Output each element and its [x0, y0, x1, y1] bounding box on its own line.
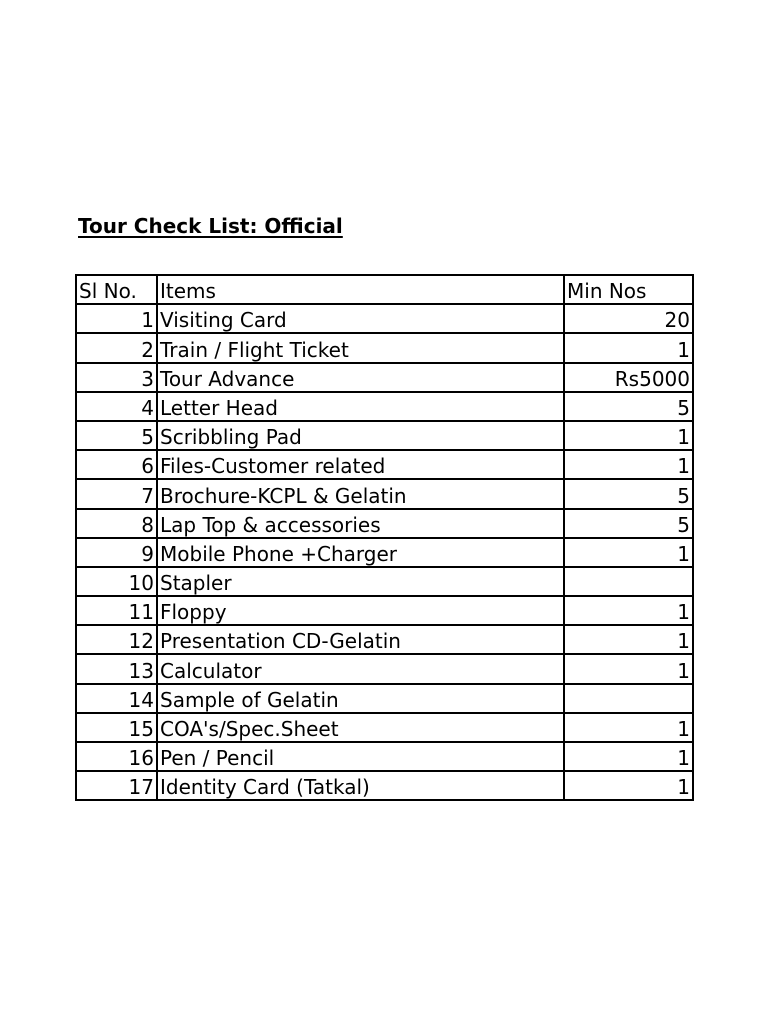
cell-sl-no: 14: [76, 684, 157, 713]
cell-item: Presentation CD-Gelatin: [157, 625, 564, 654]
table-row: [76, 450, 693, 479]
header-min-nos: Min Nos: [564, 275, 693, 304]
cell-item: Tour Advance: [157, 363, 564, 392]
cell-min-nos: 5: [564, 392, 693, 421]
cell-item: Files-Customer related: [157, 450, 564, 479]
cell-min-nos: [564, 684, 693, 713]
cell-sl-no: 1: [76, 304, 157, 333]
cell-sl-no: 13: [76, 654, 157, 683]
cell-item: Identity Card (Tatkal): [157, 771, 564, 800]
cell-min-nos: 1: [564, 713, 693, 742]
cell-item: Mobile Phone +Charger: [157, 538, 564, 567]
cell-item: Pen / Pencil: [157, 742, 564, 771]
table-row: [76, 771, 693, 800]
table-row: [76, 654, 693, 683]
cell-sl-no: 17: [76, 771, 157, 800]
checklist-body: [76, 275, 693, 800]
cell-min-nos: 5: [564, 479, 693, 508]
table-row: [76, 333, 693, 362]
cell-item: Sample of Gelatin: [157, 684, 564, 713]
cell-min-nos: 1: [564, 538, 693, 567]
cell-item: COA's/Spec.Sheet: [157, 713, 564, 742]
cell-min-nos: 1: [564, 771, 693, 800]
cell-item: Train / Flight Ticket: [157, 333, 564, 362]
cell-sl-no: 15: [76, 713, 157, 742]
cell-min-nos: 20: [564, 304, 693, 333]
cell-sl-no: 11: [76, 596, 157, 625]
table-row: [76, 538, 693, 567]
cell-min-nos: [564, 567, 693, 596]
cell-sl-no: 7: [76, 479, 157, 508]
cell-item: Scribbling Pad: [157, 421, 564, 450]
cell-min-nos: Rs5000: [564, 363, 693, 392]
table-row: [76, 304, 693, 333]
table-row: [76, 421, 693, 450]
cell-min-nos: 1: [564, 450, 693, 479]
table-row: [76, 392, 693, 421]
cell-item: Calculator: [157, 654, 564, 683]
cell-sl-no: 3: [76, 363, 157, 392]
cell-sl-no: 12: [76, 625, 157, 654]
cell-sl-no: 5: [76, 421, 157, 450]
cell-min-nos: 1: [564, 421, 693, 450]
table-row: [76, 567, 693, 596]
cell-min-nos: 5: [564, 509, 693, 538]
table-row: [76, 713, 693, 742]
table-row: [76, 363, 693, 392]
cell-sl-no: 4: [76, 392, 157, 421]
table-row: [76, 509, 693, 538]
table-header-row: [76, 275, 693, 304]
cell-item: Lap Top & accessories: [157, 509, 564, 538]
table-row: [76, 596, 693, 625]
cell-sl-no: 8: [76, 509, 157, 538]
checklist-table: [75, 274, 694, 801]
header-items: Items: [157, 275, 564, 304]
table-row: [76, 684, 693, 713]
cell-sl-no: 16: [76, 742, 157, 771]
cell-item: Visiting Card: [157, 304, 564, 333]
cell-item: Floppy: [157, 596, 564, 625]
header-sl-no: Sl No.: [76, 275, 157, 304]
cell-item: Letter Head: [157, 392, 564, 421]
cell-min-nos: 1: [564, 654, 693, 683]
table-row: [76, 625, 693, 654]
cell-sl-no: 10: [76, 567, 157, 596]
cell-min-nos: 1: [564, 333, 693, 362]
table-row: [76, 742, 693, 771]
cell-min-nos: 1: [564, 742, 693, 771]
table-row: [76, 479, 693, 508]
cell-sl-no: 2: [76, 333, 157, 362]
cell-sl-no: 9: [76, 538, 157, 567]
cell-sl-no: 6: [76, 450, 157, 479]
cell-min-nos: 1: [564, 596, 693, 625]
cell-item: Brochure-KCPL & Gelatin: [157, 479, 564, 508]
cell-item: Stapler: [157, 567, 564, 596]
page-title: Tour Check List: Official: [78, 214, 343, 238]
cell-min-nos: 1: [564, 625, 693, 654]
